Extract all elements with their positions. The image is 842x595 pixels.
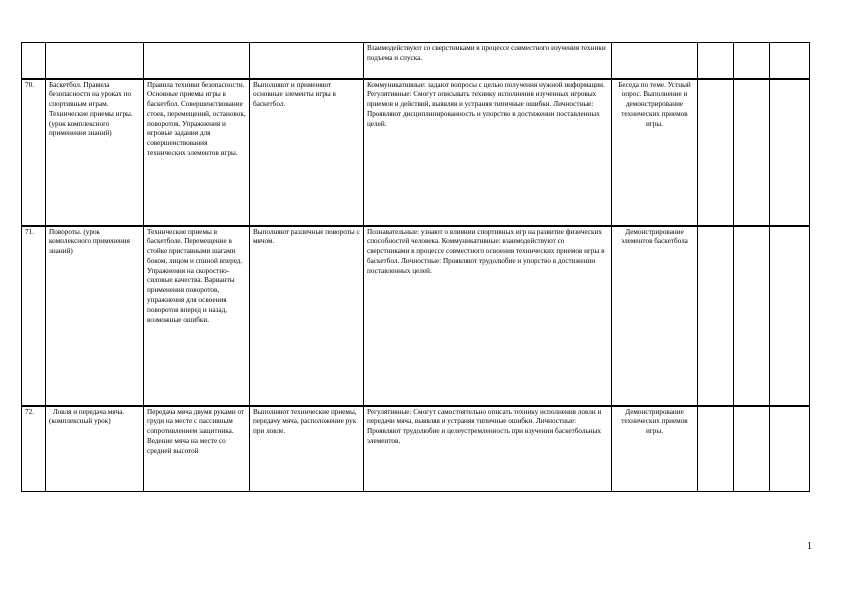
empty-cell [770,79,810,226]
empty-cell [698,79,734,226]
lesson-topic-cell: Ловля и передача мяча. (комплексный урок) [46,406,144,492]
table-row [22,406,810,492]
empty-cell [698,226,734,406]
lesson-topic-cell: Баскетбол. Правила безопасности на уроках по спортивным играм. Технические приемы игры. (урок комплексного применения знаний) [46,79,144,226]
table-row [22,226,810,406]
uud-cell: Регулятивные: Смогут самостоятельно описать технику исполнения ловли и передачи мяча, выявляя и устраняя типичные ошибки. Личностные: Проявляют трудолюбие и целеустремленность при изучении баскетбольных элементов. [364,406,612,492]
table-row [22,43,810,79]
lesson-number-cell: 70. [22,79,46,226]
lesson-content-cell: Технические приемы в баскетболе. Перемещение в стойке приставными шагами боком, лицом и спиной вперед. Упражнения на скоростно-силовые качества. Варианты применения поворотов, упражнения для освоения поворотов вперед и назад, возможные ошибки. [144,226,250,406]
empty-cell [770,226,810,406]
control-form-cell [612,43,698,79]
lesson-number-cell: 72. [22,406,46,492]
lesson-number-cell [22,43,46,79]
student-activity-cell: Выполняют и применяют основные элементы игры в баскетбол. [250,79,364,226]
student-activity-cell [250,43,364,79]
uud-cell: Взаимодействуют со сверстниками в процессе совместного изучения техники подъема и спуска. [364,43,612,79]
empty-cell [734,406,770,492]
lesson-topic-cell: Повороты. (урок комплексного применения знаний) [46,226,144,406]
lesson-content-cell: Правила техники безопасности. Основные приемы игры в баскетбол. Совершенствование стоек, перемещений, остановок, поворотов. Упражнения и игровые задания для совершенствования технических элементов игры. [144,79,250,226]
empty-cell [770,406,810,492]
empty-cell [698,43,734,79]
student-activity-cell: Выполняют технические приемы, передачу мяча, расположение рук при ловле. [250,406,364,492]
control-form-cell: Демонстрирование элементов баскетбола [612,226,698,406]
empty-cell [770,43,810,79]
student-activity-cell: Выполняют различные повороты с мячом. [250,226,364,406]
lesson-content-cell [144,43,250,79]
lesson-content-cell: Передача мяча двумя руками от груди на месте с пассивным сопротивлением защитника. Ведение мяча на месте со средней высотой [144,406,250,492]
uud-cell: Познавательные: узнают о влиянии спортивных игр на развитие физических способностей человека. Коммуникативные: взаимодействуют со сверстниками в процессе совместного освоения технических приемов игры в баскетбол. Личностные: Проявляют трудолюбие и упорство в достижении поставленных целей. [364,226,612,406]
empty-cell [698,406,734,492]
control-form-cell: Демонстрирование технических приемов игры. [612,406,698,492]
table-row [22,79,810,226]
uud-cell: Коммуникативные: задают вопросы с целью получения нужной информации. Регулятивные: Смогут описывать технику исполнения изученных игровых приемов и действий, выявляя и устраняя типичные ошибки. Личностные: Проявляют дисциплинированность и упорство в достижении поставленных целей. [364,79,612,226]
lesson-topic-cell [46,43,144,79]
lesson-number-cell: 71. [22,226,46,406]
page-number: 1 [807,541,812,552]
empty-cell [734,43,770,79]
empty-cell [734,226,770,406]
empty-cell [734,79,770,226]
control-form-cell: Беседа по теме. Устный опрос. Выполнение и демонстрирование технических приемов игры. [612,79,698,226]
lesson-plan-table [21,42,810,492]
